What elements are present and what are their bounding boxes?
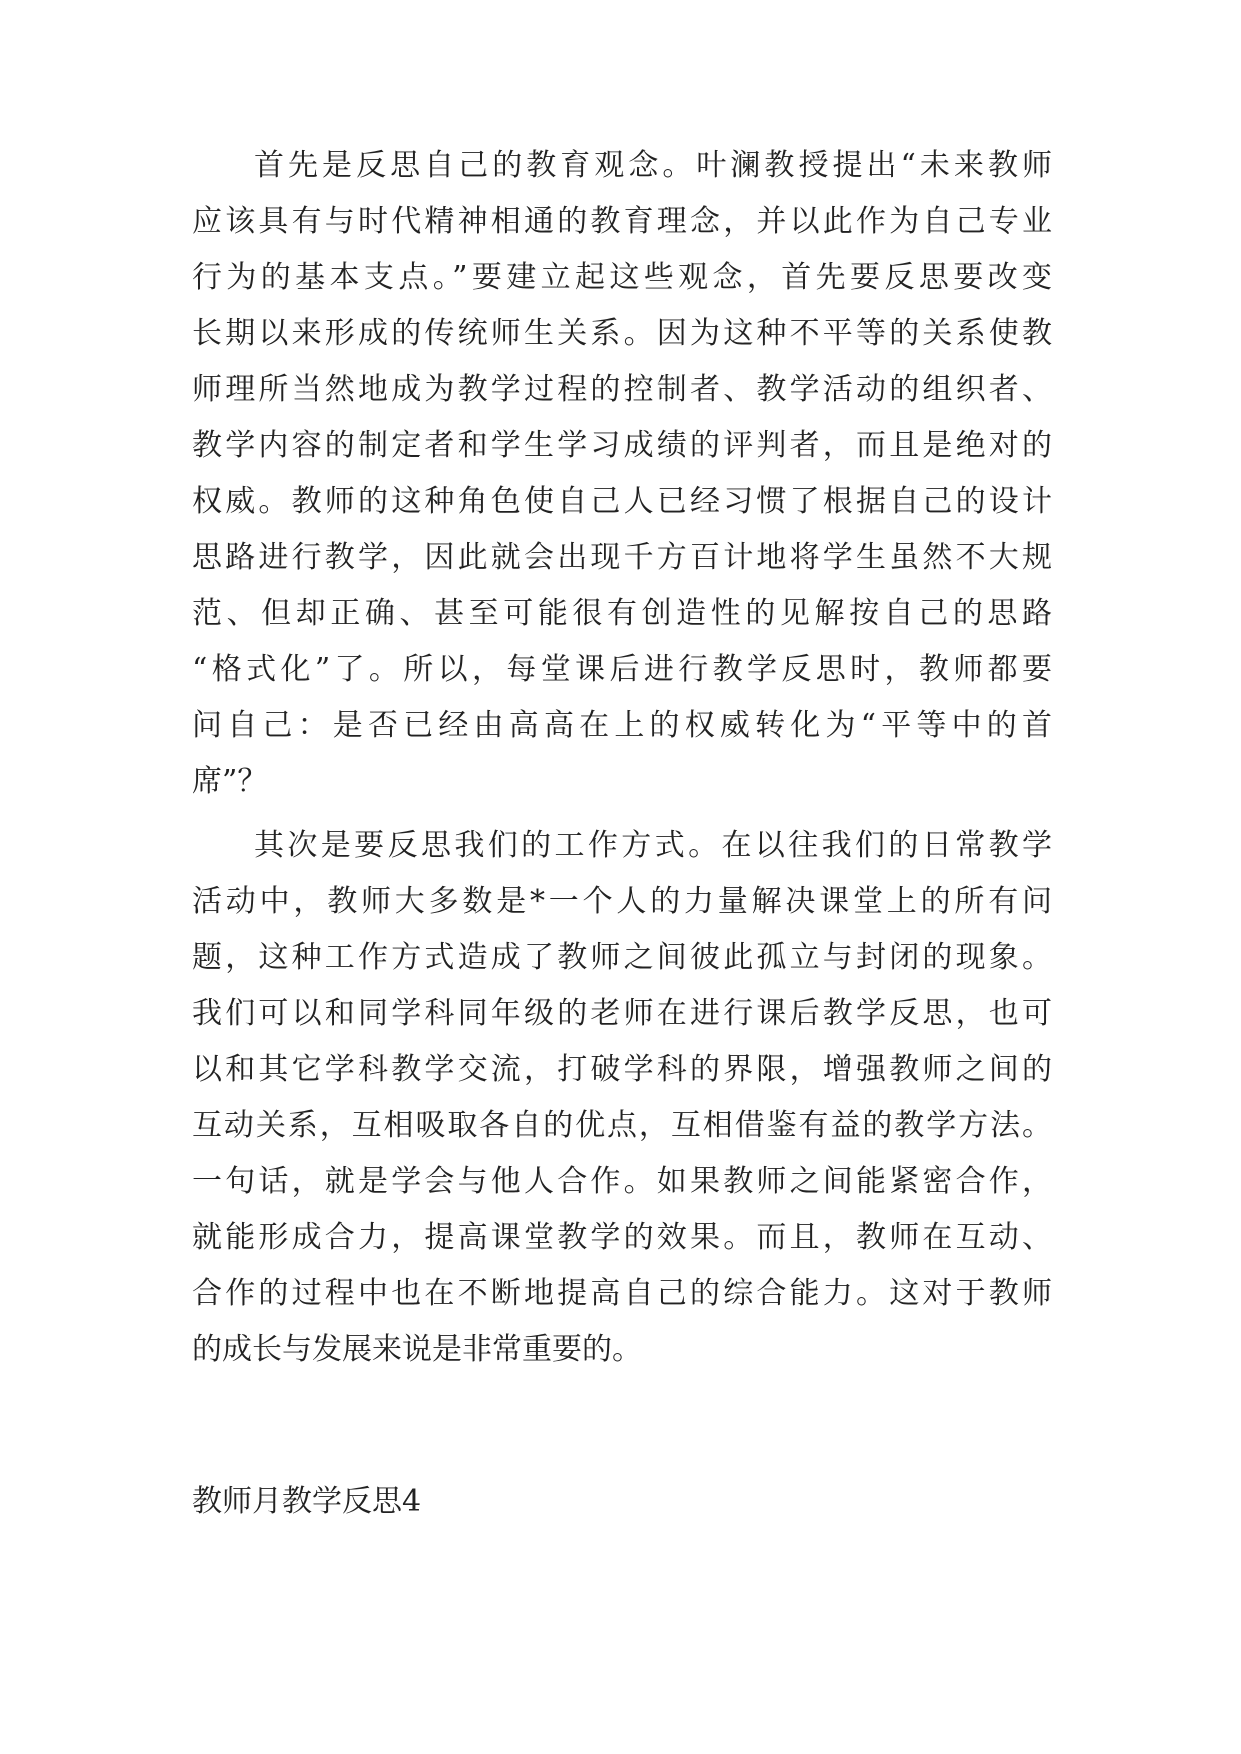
paragraph-2-line-2: 活动中，教师大多数是*一个人的力量解决课堂上的所有问 — [192, 884, 1052, 919]
paragraph-1-line-2: 应该具有与时代精神相通的教育理念，并以此作为自己专业 — [192, 204, 1052, 239]
paragraph-2-line-6: 互动关系，互相吸取各自的优点，互相借鉴有益的教学方法。 — [192, 1108, 1052, 1143]
section-heading: 教师月教学反思4 — [192, 1484, 422, 1519]
paragraph-1-line-11: 问自己：是否已经由高高在上的权威转化为“平等中的首 — [192, 708, 1052, 743]
paragraph-1-line-9: 范、但却正确、甚至可能很有创造性的见解按自己的思路 — [192, 596, 1052, 631]
paragraph-2-line-7: 一句话，就是学会与他人合作。如果教师之间能紧密合作， — [192, 1164, 1052, 1199]
paragraph-1-line-5: 师理所当然地成为教学过程的控制者、教学活动的组织者、 — [192, 372, 1052, 407]
paragraph-1-line-12: 席”？ — [192, 764, 268, 799]
paragraph-2-line-1: 其次是要反思我们的工作方式。在以往我们的日常教学 — [254, 828, 1052, 863]
paragraph-1-line-3: 行为的基本支点。”要建立起这些观念，首先要反思要改变 — [192, 260, 1052, 295]
paragraph-1-line-6: 教学内容的制定者和学生学习成绩的评判者，而且是绝对的 — [192, 428, 1052, 463]
paragraph-1-line-10: “格式化”了。所以，每堂课后进行教学反思时，教师都要 — [192, 652, 1052, 687]
paragraph-2-line-9: 合作的过程中也在不断地提高自己的综合能力。这对于教师 — [192, 1276, 1052, 1311]
paragraph-1-line-1: 首先是反思自己的教育观念。叶澜教授提出“未来教师 — [254, 148, 1052, 183]
paragraph-2-line-10: 的成长与发展来说是非常重要的。 — [192, 1332, 642, 1367]
paragraph-2-line-4: 我们可以和同学科同年级的老师在进行课后教学反思，也可 — [192, 996, 1052, 1031]
paragraph-2-line-8: 就能形成合力，提高课堂教学的效果。而且，教师在互动、 — [192, 1220, 1052, 1255]
paragraph-2-line-3: 题，这种工作方式造成了教师之间彼此孤立与封闭的现象。 — [192, 940, 1052, 975]
paragraph-1-line-4: 长期以来形成的传统师生关系。因为这种不平等的关系使教 — [192, 316, 1052, 351]
paragraph-1-line-8: 思路进行教学，因此就会出现千方百计地将学生虽然不大规 — [192, 540, 1052, 575]
paragraph-1-line-7: 权威。教师的这种角色使自己人已经习惯了根据自己的设计 — [192, 484, 1052, 519]
paragraph-2-line-5: 以和其它学科教学交流，打破学科的界限，增强教师之间的 — [192, 1052, 1052, 1087]
